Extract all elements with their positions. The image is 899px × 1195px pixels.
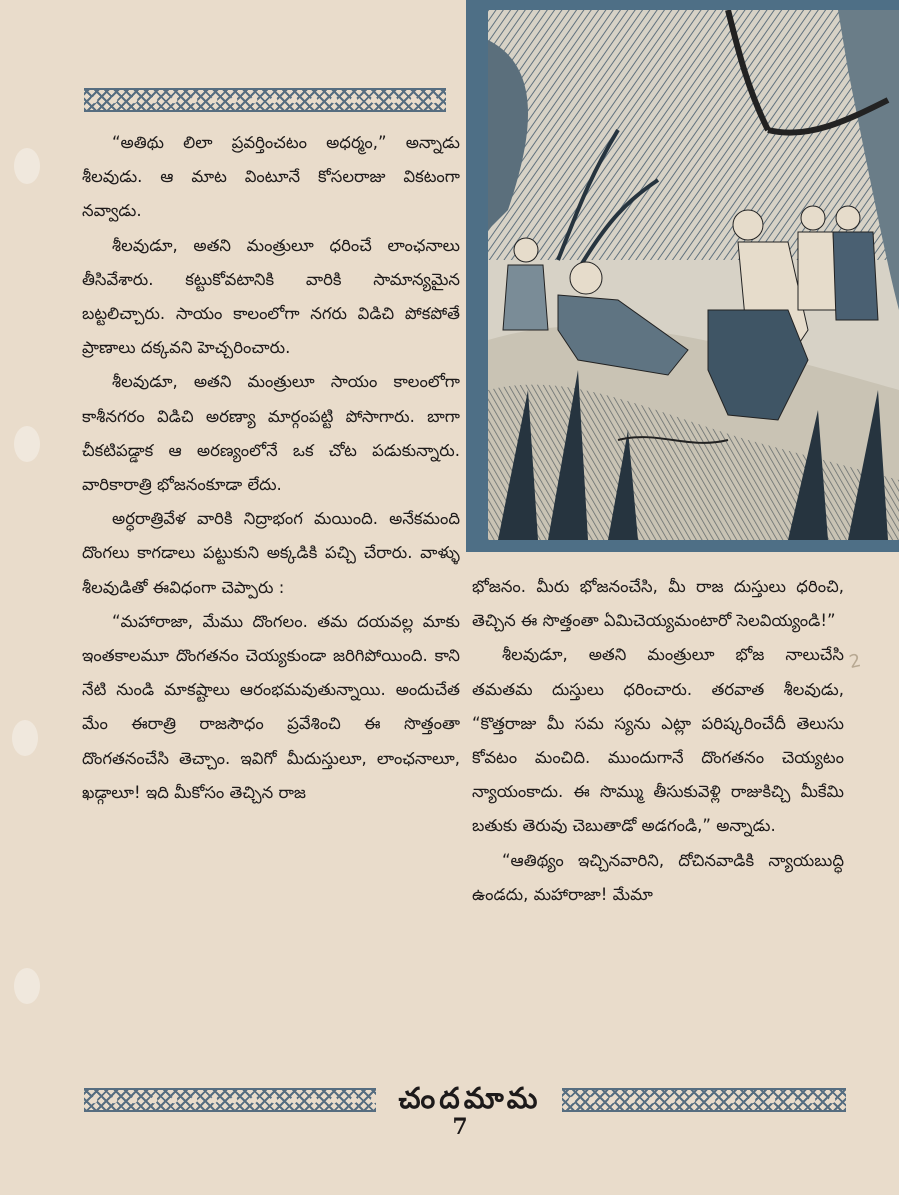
paragraph: శీలవుడూ, అతని మంత్రులూ సాయం కాలంలోగా కాశీనగరం విడిచి అరణ్యా మార్గంపట్టి పోసాగారు. బాగా చీకటిపడ్డాక ఆ అరణ్యంలోనే ఒక చోట పడుకున్నారు. వారికారాత్రి భోజనంకూడా లేదు.	[82, 372, 460, 495]
paragraph: శీలవుడూ, అతని మంత్రులూ భోజ నాలుచేసి తమతమ దుస్తులు ధరించారు. తరవాత శీలవుడు, “కొత్తరాజు మీ సమ స్యను ఎట్లా పరిష్కరించేదీ తెలుసు కోవటం మంచిది. ముందుగానే దొంగతనం చెయ్యటం న్యాయంకాదు. ఈ సొమ్ము తీసుకువెళ్లి రాజుకిచ్చి మీకేమి బతుకు తెరువు చెబుతాడో అడగండి,” అన్నాడు.	[472, 645, 844, 836]
footer-border-left	[84, 1088, 376, 1112]
top-ornamental-border	[84, 88, 446, 112]
paragraph: “అతిథు లిలా ప్రవర్తించటం అధర్మం,” అన్నాడు శీలవుడు. ఆ మాట వింటూనే కోసలరాజు వికటంగా నవ్వాడు.	[82, 133, 460, 221]
forest-thieves-illustration	[466, 0, 899, 552]
pencil-margin-note: 2	[847, 650, 863, 674]
paragraph: శీలవుడూ, అతని మంత్రులూ ధరించే లాంఛనాలు తీసివేశారు. కట్టుకోవటానికి వారికి సామాన్యమైన బట్టలిచ్చారు. సాయం కాలంలోగా నగరు విడిచి పోకపోతే ప్రాణాలు దక్కవని హెచ్చరించారు.	[82, 235, 460, 358]
paragraph: భోజనం. మీరు భోజనంచేసి, మీ రాజ దుస్తులు ధరించి, తెచ్చిన ఈ సొత్తంతా ఏమిచెయ్యమంటారో సెలవియ్యండి!”	[472, 577, 844, 631]
left-text-column	[82, 126, 460, 810]
illustration-drawing	[488, 10, 899, 540]
paragraph: “ఆతిథ్యం ఇచ్చినవారిని, దోచినవాడికి న్యాయబుద్ధి ఉండదు, మహారాజా! మేమా	[472, 850, 844, 904]
magazine-title: చందమామ	[398, 1081, 542, 1115]
paragraph: అర్ధరాత్రివేళ వారికి నిద్రాభంగ మయింది. అనేకమంది దొంగలు కాగడాలు పట్టుకుని అక్కడికి పచ్చి చేరారు. వాళ్ళు శీలవుడితో ఈవిధంగా చెప్పారు :	[82, 509, 460, 597]
footer-border-right	[562, 1088, 846, 1112]
page-number: 7	[452, 1114, 468, 1140]
right-text-column	[472, 570, 844, 912]
paragraph: “మహారాజా, మేము దొంగలం. తమ దయవల్ల మాకు ఇంతకాలమూ దొంగతనం చెయ్యకుండా జరిగిపోయింది. కాని నేటి నుండి మాకష్టాలు ఆరంభమవుతున్నాయి. అందుచేత మేం ఈరాత్రి రాజసౌధం ప్రవేశించి ఈ సొత్తంతా దొంగతనంచేసి తెచ్చాం. ఇవిగో మీదుస్తులూ, లాంఛనాలూ, ఖడ్గాలూ! ఇది మీకోసం తెచ్చిన రాజ	[82, 611, 460, 802]
